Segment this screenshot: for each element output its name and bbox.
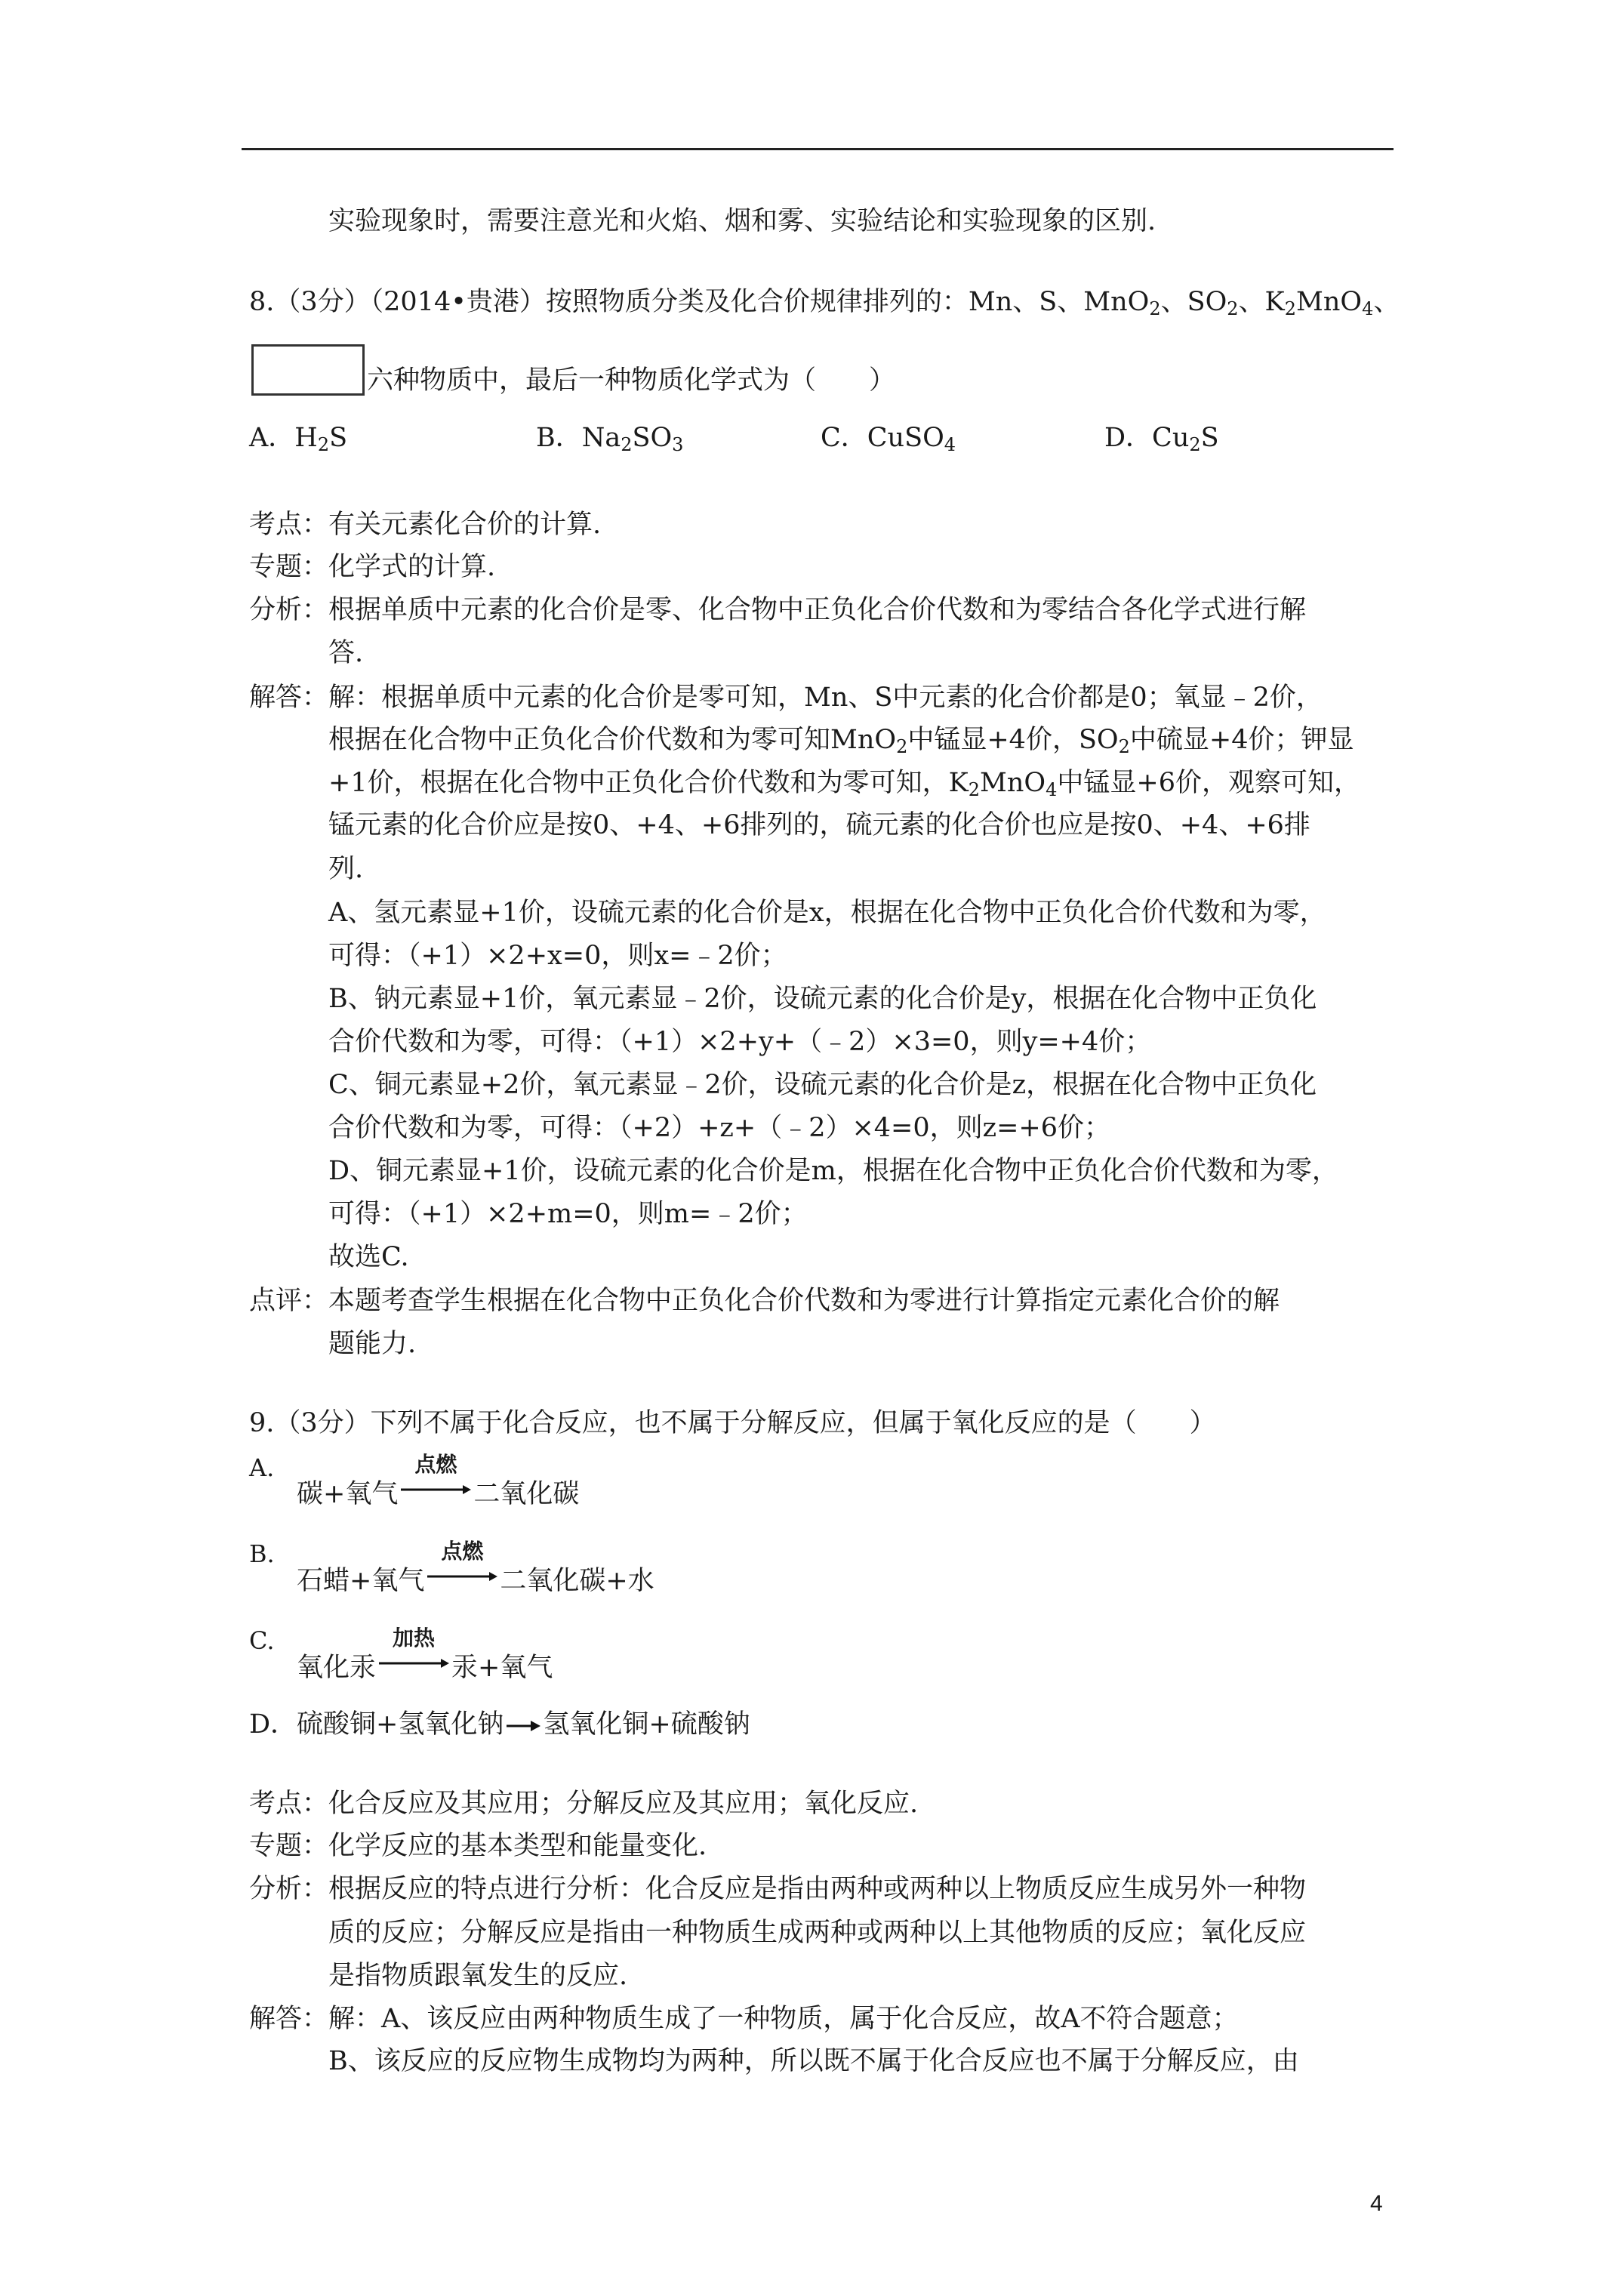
- q8-jieda-8: B、钠元素显+1价，氧元素显﹣2价，设硫元素的化合价是y，根据在化合物中正负化: [328, 984, 1317, 1014]
- q8-jieda-2: 根据在化合物中正负化合价代数和为零可知MnO$_2$中锰显+4价，$SO_2$中硫显+4价；钾显: [328, 725, 1354, 757]
- condition-label: 点燃: [414, 1452, 457, 1477]
- reaction-arrow-icon: [377, 1658, 450, 1669]
- q8-option-c: C．CuSO$_4$: [821, 423, 956, 455]
- q9-option-c-equation: 氧化汞 加热 汞+氧气: [297, 1626, 553, 1683]
- q9-option-a-label: A.: [249, 1453, 275, 1482]
- q8-stem-line1: 8.（3分）（2014•贵港）按照物质分类及化合价规律排列的：Mn、S、MnO$_2$、$SO_2$、$K_2MnO_4$、: [249, 287, 1400, 319]
- q9-jieda-1: 解答：解：A、该反应由两种物质生成了一种物质，属于化合反应，故A不符合题意；: [249, 2004, 1239, 2034]
- q8-jieda-14: 故选C.: [328, 1242, 409, 1272]
- q9-fenxi-1: 分析：根据反应的特点进行分析：化合反应是指由两种或两种以上物质反应生成另外一种物: [249, 1874, 1307, 1904]
- continued-line: 实验现象时，需要注意光和火焰、烟和雾、实验结论和实验现象的区别.: [328, 206, 1156, 236]
- q9-option-c-label: C.: [249, 1626, 275, 1655]
- q8-jieda-5: 列.: [328, 854, 364, 884]
- q8-jieda-7: 可得：（+1）×2+x=0，则x=﹣2价；: [328, 941, 787, 971]
- q9-option-a-equation: 碳+氧气 点燃 二氧化碳: [297, 1452, 580, 1509]
- q8-jieda-4: 锰元素的化合价应是按0、+4、+6排列的，硫元素的化合价也应是按0、+4、+6排: [328, 810, 1310, 840]
- q8-dianping-2: 题能力.: [328, 1329, 417, 1359]
- q8-option-b: B．$Na_2SO_3$: [536, 423, 684, 455]
- q8-jieda-10: C、铜元素显+2价，氧元素显﹣2价，设硫元素的化合价是z，根据在化合物中正负化: [328, 1070, 1317, 1100]
- header-rule: [242, 148, 1394, 150]
- q8-option-d: D．$Cu_2S$: [1104, 423, 1219, 455]
- q8-jieda-9: 合价代数和为零，可得：（+1）×2+y+（﹣2）×3=0，则y=+4价；: [328, 1027, 1152, 1057]
- q8-jieda-3: +1价，根据在化合物中正负化合价代数和为零可知，$K_2MnO_4$中锰显+6价，观察可知，: [328, 768, 1360, 800]
- q9-stem: 9.（3分）下列不属于化合反应，也不属于分解反应，但属于氧化反应的是（ ）: [249, 1408, 1216, 1438]
- q8-jieda-13: 可得：（+1）×2+m=0，则m=﹣2价；: [328, 1199, 808, 1229]
- reaction-arrow-icon: [426, 1571, 498, 1582]
- q8-jieda-6: A、氢元素显+1价，设硫元素的化合价是x，根据在化合物中正负化合价代数和为零，: [328, 898, 1326, 928]
- reaction-arrow-icon: [505, 1720, 541, 1732]
- q9-option-b-equation: 石蜡+氧气 点燃 二氧化碳+水: [297, 1539, 654, 1596]
- q8-zhuanti: 专题：化学式的计算.: [249, 552, 496, 582]
- q8-fenxi-2: 答.: [328, 638, 364, 668]
- q8-stem-line2: 六种物质中，最后一种物质化学式为（ ）: [367, 365, 896, 396]
- condition-label: 加热: [393, 1626, 436, 1650]
- page-number: 4: [1370, 2191, 1383, 2216]
- q9-zhuanti: 专题：化学反应的基本类型和能量变化.: [249, 1831, 707, 1861]
- q9-option-b-label: B.: [249, 1539, 275, 1568]
- q9-kaodian: 考点：化合反应及其应用；分解反应及其应用；氧化反应.: [249, 1789, 919, 1819]
- q9-fenxi-2: 质的反应；分解反应是指由一种物质生成两种或两种以上其他物质的反应；氧化反应: [328, 1918, 1307, 1948]
- q8-jieda-12: D、铜元素显+1价，设硫元素的化合价是m，根据在化合物中正负化合价代数和为零，: [328, 1156, 1338, 1186]
- q9-jieda-2: B、该反应的反应物生成物均为两种，所以既不属于化合反应也不属于分解反应，由: [328, 2046, 1299, 2076]
- q8-jieda-11: 合价代数和为零，可得：（+2）+z+（﹣2）×4=0，则z=+6价；: [328, 1113, 1111, 1143]
- q9-fenxi-3: 是指物质跟氧发生的反应.: [328, 1961, 628, 1991]
- q8-fenxi-1: 分析：根据单质中元素的化合价是零、化合物中正负化合价代数和为零结合各化学式进行解: [249, 595, 1307, 625]
- q8-dianping-1: 点评：本题考查学生根据在化合物中正负化合价代数和为零进行计算指定元素化合价的解: [249, 1286, 1280, 1316]
- q9-option-d: D．硫酸铜+氢氧化钠 氢氧化铜+硫酸钠: [249, 1709, 750, 1740]
- q8-jieda-1: 解答：解：根据单质中元素的化合价是零可知，Mn、S中元素的化合价都是0；氧显﹣2价，: [249, 683, 1323, 713]
- q8-option-a: A．$H_2S$: [249, 423, 348, 455]
- answer-blank-box: [251, 344, 365, 396]
- q8-kaodian: 考点：有关元素化合价的计算.: [249, 510, 602, 540]
- condition-label: 点燃: [441, 1539, 484, 1564]
- reaction-arrow-icon: [399, 1484, 472, 1495]
